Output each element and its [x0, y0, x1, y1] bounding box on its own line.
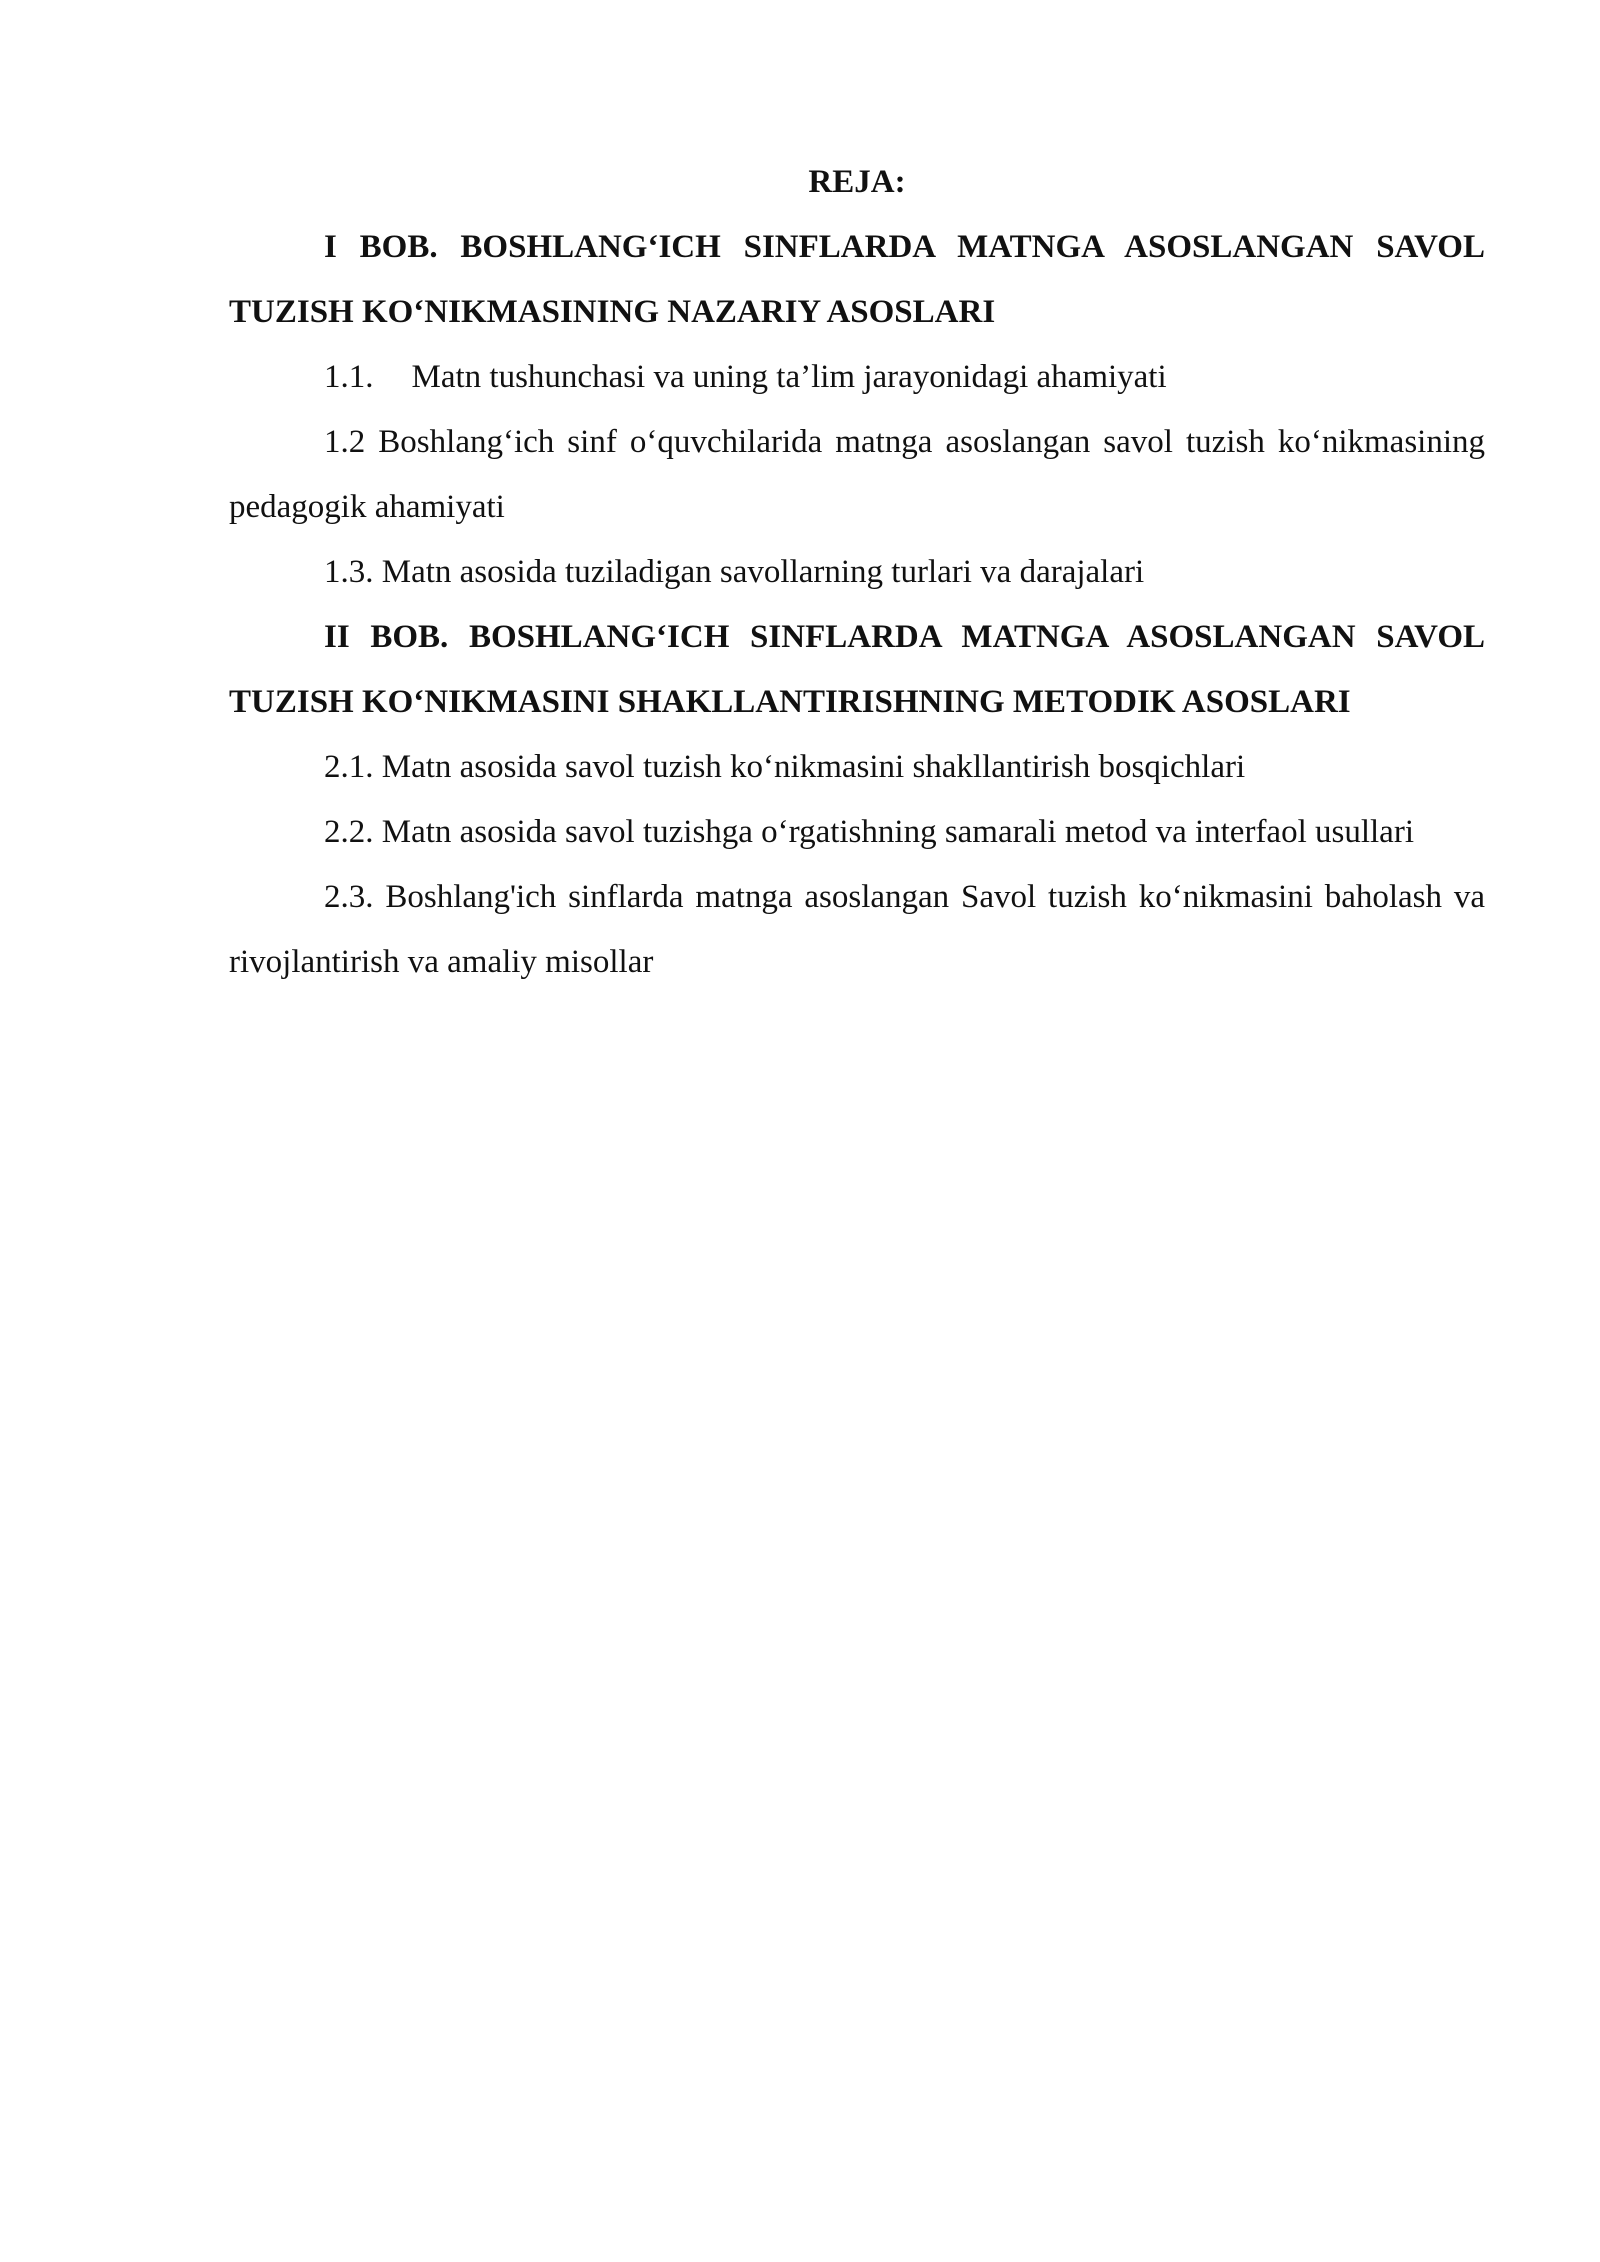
chapter-1-heading: I BOB. BOSHLANG‘ICH SINFLARDA MATNGA ASOSLANGAN SAVOL TUZISH KO‘NIKMASINING NAZARIY ASOSLARI — [229, 229, 1485, 330]
toc-item-number: 2.1. — [324, 749, 374, 785]
toc-item-text: Matn asosida savol tuzish ko‘nikmasini shakllantirish bosqichlari — [381, 749, 1246, 785]
toc-item-2-3 — [229, 865, 1485, 995]
toc-item-text: Matn asosida savol tuzishga o‘rgatishning samarali metod va interfaol usullari — [381, 814, 1414, 850]
toc-item-1-3 — [229, 540, 1485, 605]
toc-item-text: Boshlang'ich sinflarda matnga asoslangan Savol tuzish ko‘nikmasini baholash va rivojlantirish va amaliy misollar — [229, 879, 1485, 980]
page-title: REJA: — [808, 164, 906, 200]
toc-item-number: 2.3. — [324, 879, 374, 915]
toc-item-number: 1.1. — [324, 359, 374, 395]
toc-item-text: Boshlang‘ich sinf o‘quvchilarida matnga asoslangan savol tuzish ko‘nikmasining pedagogik ahamiyati — [229, 424, 1486, 525]
toc-item-2-2 — [229, 800, 1485, 865]
toc-item-text: Matn tushunchasi va uning ta’lim jarayonidagi ahamiyati — [411, 359, 1167, 395]
toc-item-number: 2.2. — [324, 814, 374, 850]
toc-item-number: 1.3. — [324, 554, 374, 590]
toc-item-1-1 — [229, 345, 1485, 410]
toc-item-number: 1.2 — [324, 424, 366, 460]
document-content — [229, 150, 1485, 995]
toc-item-2-1 — [229, 735, 1485, 800]
toc-item-1-2 — [229, 410, 1485, 540]
chapter-2-heading: II BOB. BOSHLANG‘ICH SINFLARDA MATNGA ASOSLANGAN SAVOL TUZISH KO‘NIKMASINI SHAKLLANTIRISHNING METODIK ASOSLARI — [229, 619, 1485, 720]
toc-item-text: Matn asosida tuziladigan savollarning turlari va darajalari — [381, 554, 1145, 590]
